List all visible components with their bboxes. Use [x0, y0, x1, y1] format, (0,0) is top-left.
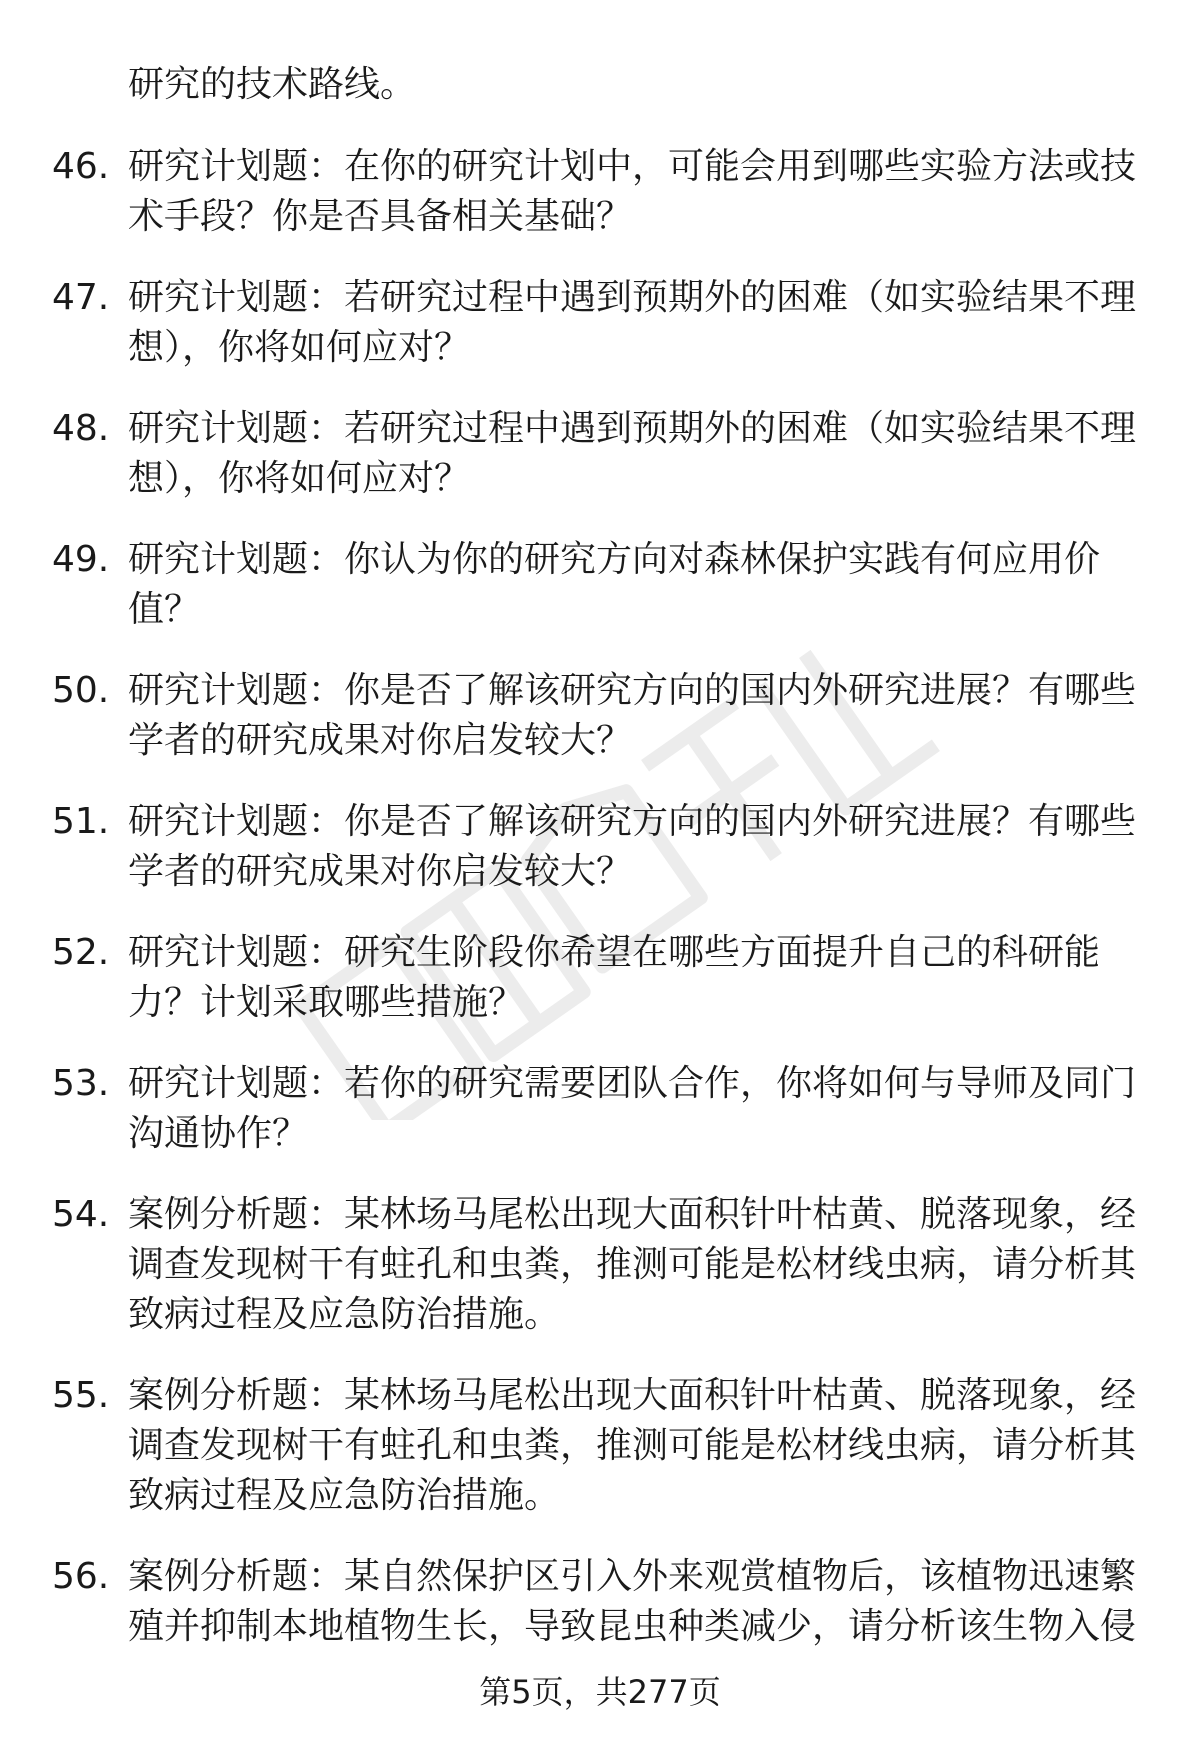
question-text: 研究计划题：若你的研究需要团队合作，你将如何与导师及同门沟通协作？: [128, 1063, 1137, 1154]
question-number: 50.: [52, 670, 110, 711]
question-text: 案例分析题：某林场马尾松出现大面积针叶枯黄、脱落现象，经调查发现树干有蛀孔和虫粪，推测可能是松材线虫病，请分析其致病过程及应急防治措施。: [128, 1375, 1137, 1516]
question-text: 研究计划题：若研究过程中遇到预期外的困难（如实验结果不理想），你将如何应对？: [128, 408, 1137, 499]
question-number: 51.: [52, 801, 110, 842]
question-text: 案例分析题：某林场马尾松出现大面积针叶枯黄、脱落现象，经调查发现树干有蛀孔和虫粪，推测可能是松材线虫病，请分析其致病过程及应急防治措施。: [128, 1194, 1137, 1335]
question-text: 研究计划题：你认为你的研究方向对森林保护实践有何应用价值？: [128, 539, 1101, 630]
question-number: 56.: [52, 1556, 110, 1597]
question-number: 49.: [52, 539, 110, 580]
question-number: 53.: [52, 1063, 110, 1104]
question-text: 研究计划题：你是否了解该研究方向的国内外研究进展？有哪些学者的研究成果对你启发较大？: [128, 670, 1137, 761]
question-number: 48.: [52, 408, 110, 449]
question-item: [0, 273, 1200, 373]
question-item: [0, 666, 1200, 766]
question-text: 研究计划题：你是否了解该研究方向的国内外研究进展？有哪些学者的研究成果对你启发较大？: [128, 801, 1137, 892]
question-text: 研究计划题：若研究过程中遇到预期外的困难（如实验结果不理想），你将如何应对？: [128, 277, 1137, 368]
question-item: [0, 928, 1200, 1028]
question-number: 54.: [52, 1194, 110, 1235]
question-number: 52.: [52, 932, 110, 973]
question-item: [0, 1371, 1200, 1521]
question-item: [0, 404, 1200, 504]
question-text: 研究计划题：研究生阶段你希望在哪些方面提升自己的科研能力？计划采取哪些措施？: [128, 932, 1101, 1023]
question-item: [0, 1552, 1200, 1652]
question-text: 案例分析题：某自然保护区引入外来观赏植物后，该植物迅速繁殖并抑制本地植物生长，导致昆虫种类减少，请分析该生物入侵: [128, 1556, 1137, 1647]
question-item: [0, 535, 1200, 635]
question-number: 55.: [52, 1375, 110, 1416]
question-text: 研究计划题：在你的研究计划中，可能会用到哪些实验方法或技术手段？你是否具备相关基础？: [128, 146, 1137, 237]
continuation-text: 研究的技术路线。: [128, 64, 417, 105]
question-number: 46.: [52, 146, 110, 187]
question-list: [0, 142, 1200, 1683]
question-item: [0, 142, 1200, 242]
question-item: [0, 1190, 1200, 1340]
page-footer: 第5页，共277页: [479, 1673, 721, 1711]
question-item: [0, 1059, 1200, 1159]
question-item: [0, 797, 1200, 897]
question-number: 47.: [52, 277, 110, 318]
